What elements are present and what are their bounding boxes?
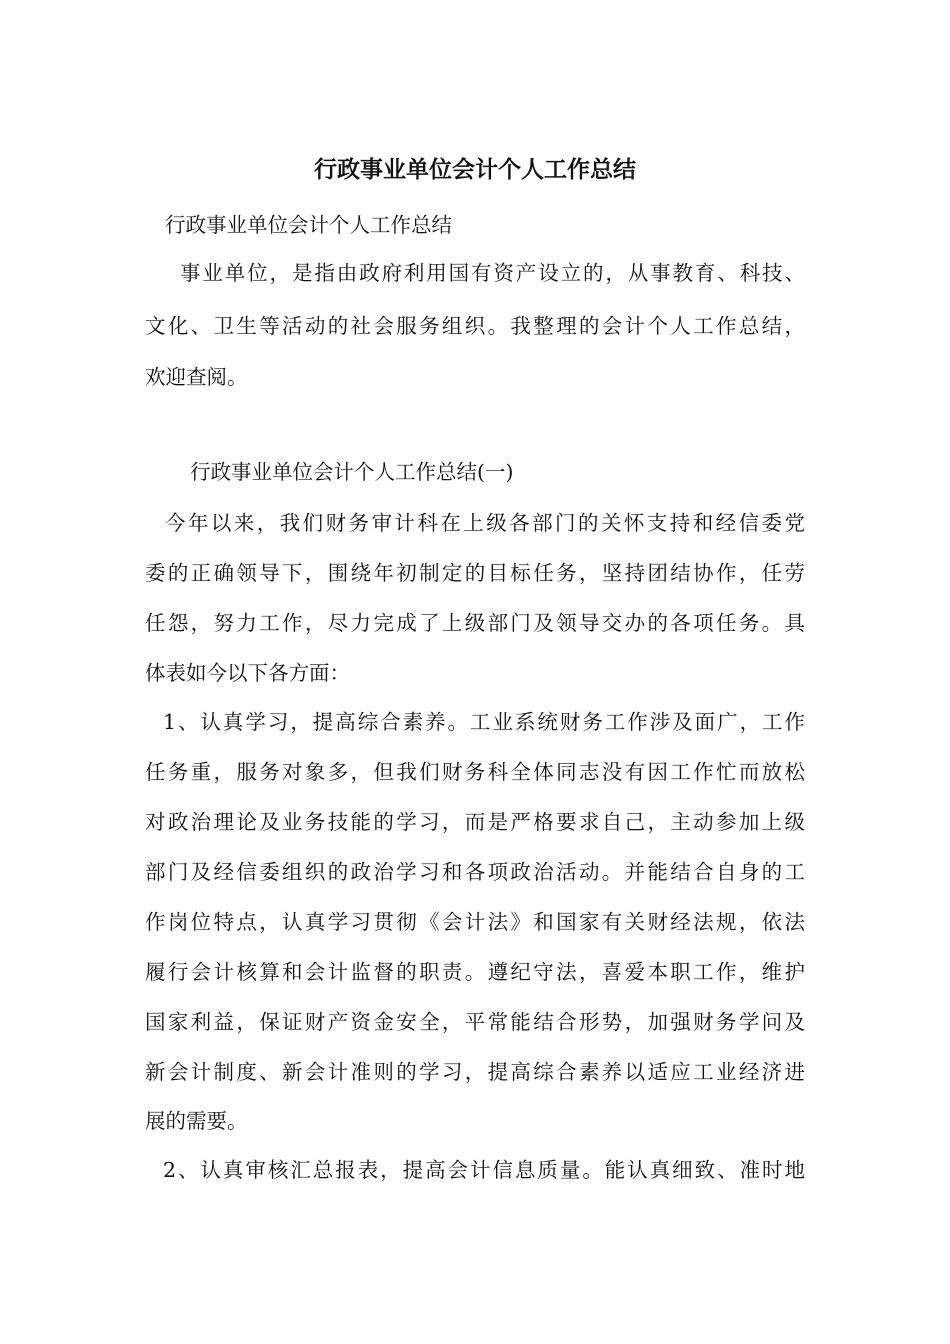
paragraph-line: 履行会计核算和会计监督的职责。遵纪守法，喜爱本职工作，维护 <box>145 960 805 984</box>
paragraph-line: 任怨，努力工作，尽力完成了上级部门及领导交办的各项任务。具 <box>145 611 805 635</box>
section-title: 行政事业单位会计个人工作总结(一) <box>190 460 514 484</box>
document-title: 行政事业单位会计个人工作总结 <box>314 156 636 183</box>
paragraph-line: 委的正确领导下，围绕年初制定的目标任务，坚持团结协作，任劳 <box>145 561 805 585</box>
intro-line: 文化、卫生等活动的社会服务组织。我整理的会计个人工作总结， <box>145 314 805 338</box>
intro-line: 欢迎查阅。 <box>145 365 248 389</box>
paragraph-line: 展的需要。 <box>145 1109 248 1133</box>
paragraph-line: 对政治理论及业务技能的学习，而是严格要求自己，主动参加上级 <box>145 810 805 834</box>
paragraph-line: 国家利益，保证财产资金安全，平常能结合形势，加强财务学问及 <box>145 1010 805 1034</box>
paragraph-line: 任务重，服务对象多，但我们财务科全体同志没有因工作忙而放松 <box>145 760 805 784</box>
document-subtitle: 行政事业单位会计个人工作总结 <box>165 213 452 237</box>
paragraph-line: 1、认真学习，提高综合素养。工业系统财务工作涉及面广，工作 <box>163 710 805 734</box>
paragraph-line: 2、认真审核汇总报表，提高会计信息质量。能认真细致、准时地 <box>163 1158 805 1182</box>
paragraph-line: 新会计制度、新会计准则的学习，提高综合素养以适应工业经济进 <box>145 1060 805 1084</box>
paragraph-line: 作岗位特点，认真学习贯彻《会计法》和国家有关财经法规，依法 <box>145 910 805 934</box>
paragraph-line: 今年以来，我们财务审计科在上级各部门的关怀支持和经信委党 <box>165 511 805 535</box>
paragraph-line: 部门及经信委组织的政治学习和各项政治活动。并能结合自身的工 <box>145 860 805 884</box>
intro-line: 事业单位，是指由政府利用国有资产设立的，从事教育、科技、 <box>180 261 805 285</box>
paragraph-line: 体表如今以下各方面： <box>145 661 350 685</box>
